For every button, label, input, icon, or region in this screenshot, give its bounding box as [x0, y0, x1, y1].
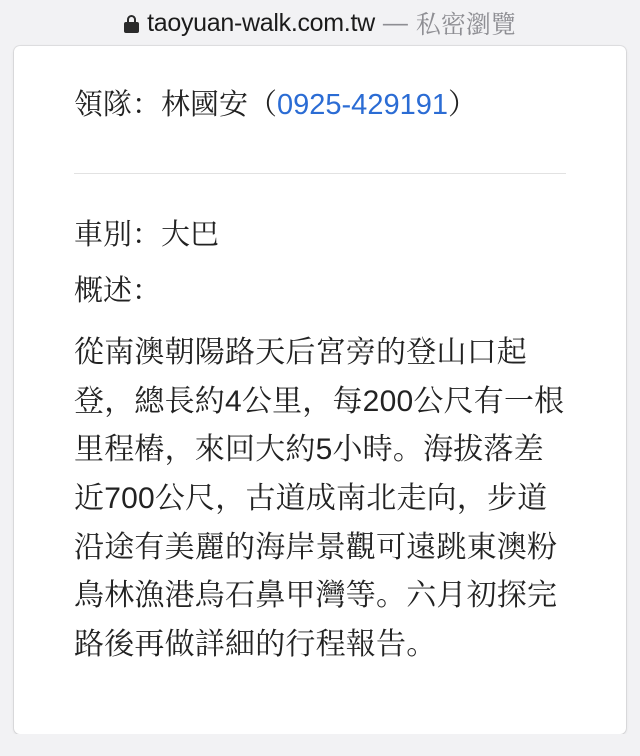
summary-label: 概述： [74, 274, 162, 307]
browser-url-bar[interactable] [0, 0, 640, 46]
leader-phone-link[interactable]: 0925-429191 [277, 89, 448, 121]
section-divider [74, 173, 566, 174]
url-separator: — [382, 8, 408, 37]
web-page-content [14, 46, 626, 734]
private-browsing-label: 私密瀏覽 [415, 11, 516, 39]
summary-text: 從南澳朝陽路天后宮旁的登山口起登，總長約4公里，每200公尺有一根里程樁，來回大約5小時。海拔落差近700公尺，古道成南北走向，步道沿途有美麗的海岸景觀可遠跳東澳粉鳥林漁港烏石鼻甲灣等。六月初探完路後再做詳細的行程報告。 [74, 336, 565, 661]
lock-icon [124, 15, 139, 33]
page-inner [14, 46, 626, 669]
vehicle-line: 車別：大巴 [74, 219, 220, 252]
leader-close-paren: ） [447, 89, 477, 121]
browser-bottom-strip [0, 734, 640, 756]
leader-label: 領隊：林國安（ [74, 89, 278, 121]
url-text[interactable]: taoyuan-walk.com.tw [147, 8, 375, 37]
leader-line [74, 86, 566, 125]
